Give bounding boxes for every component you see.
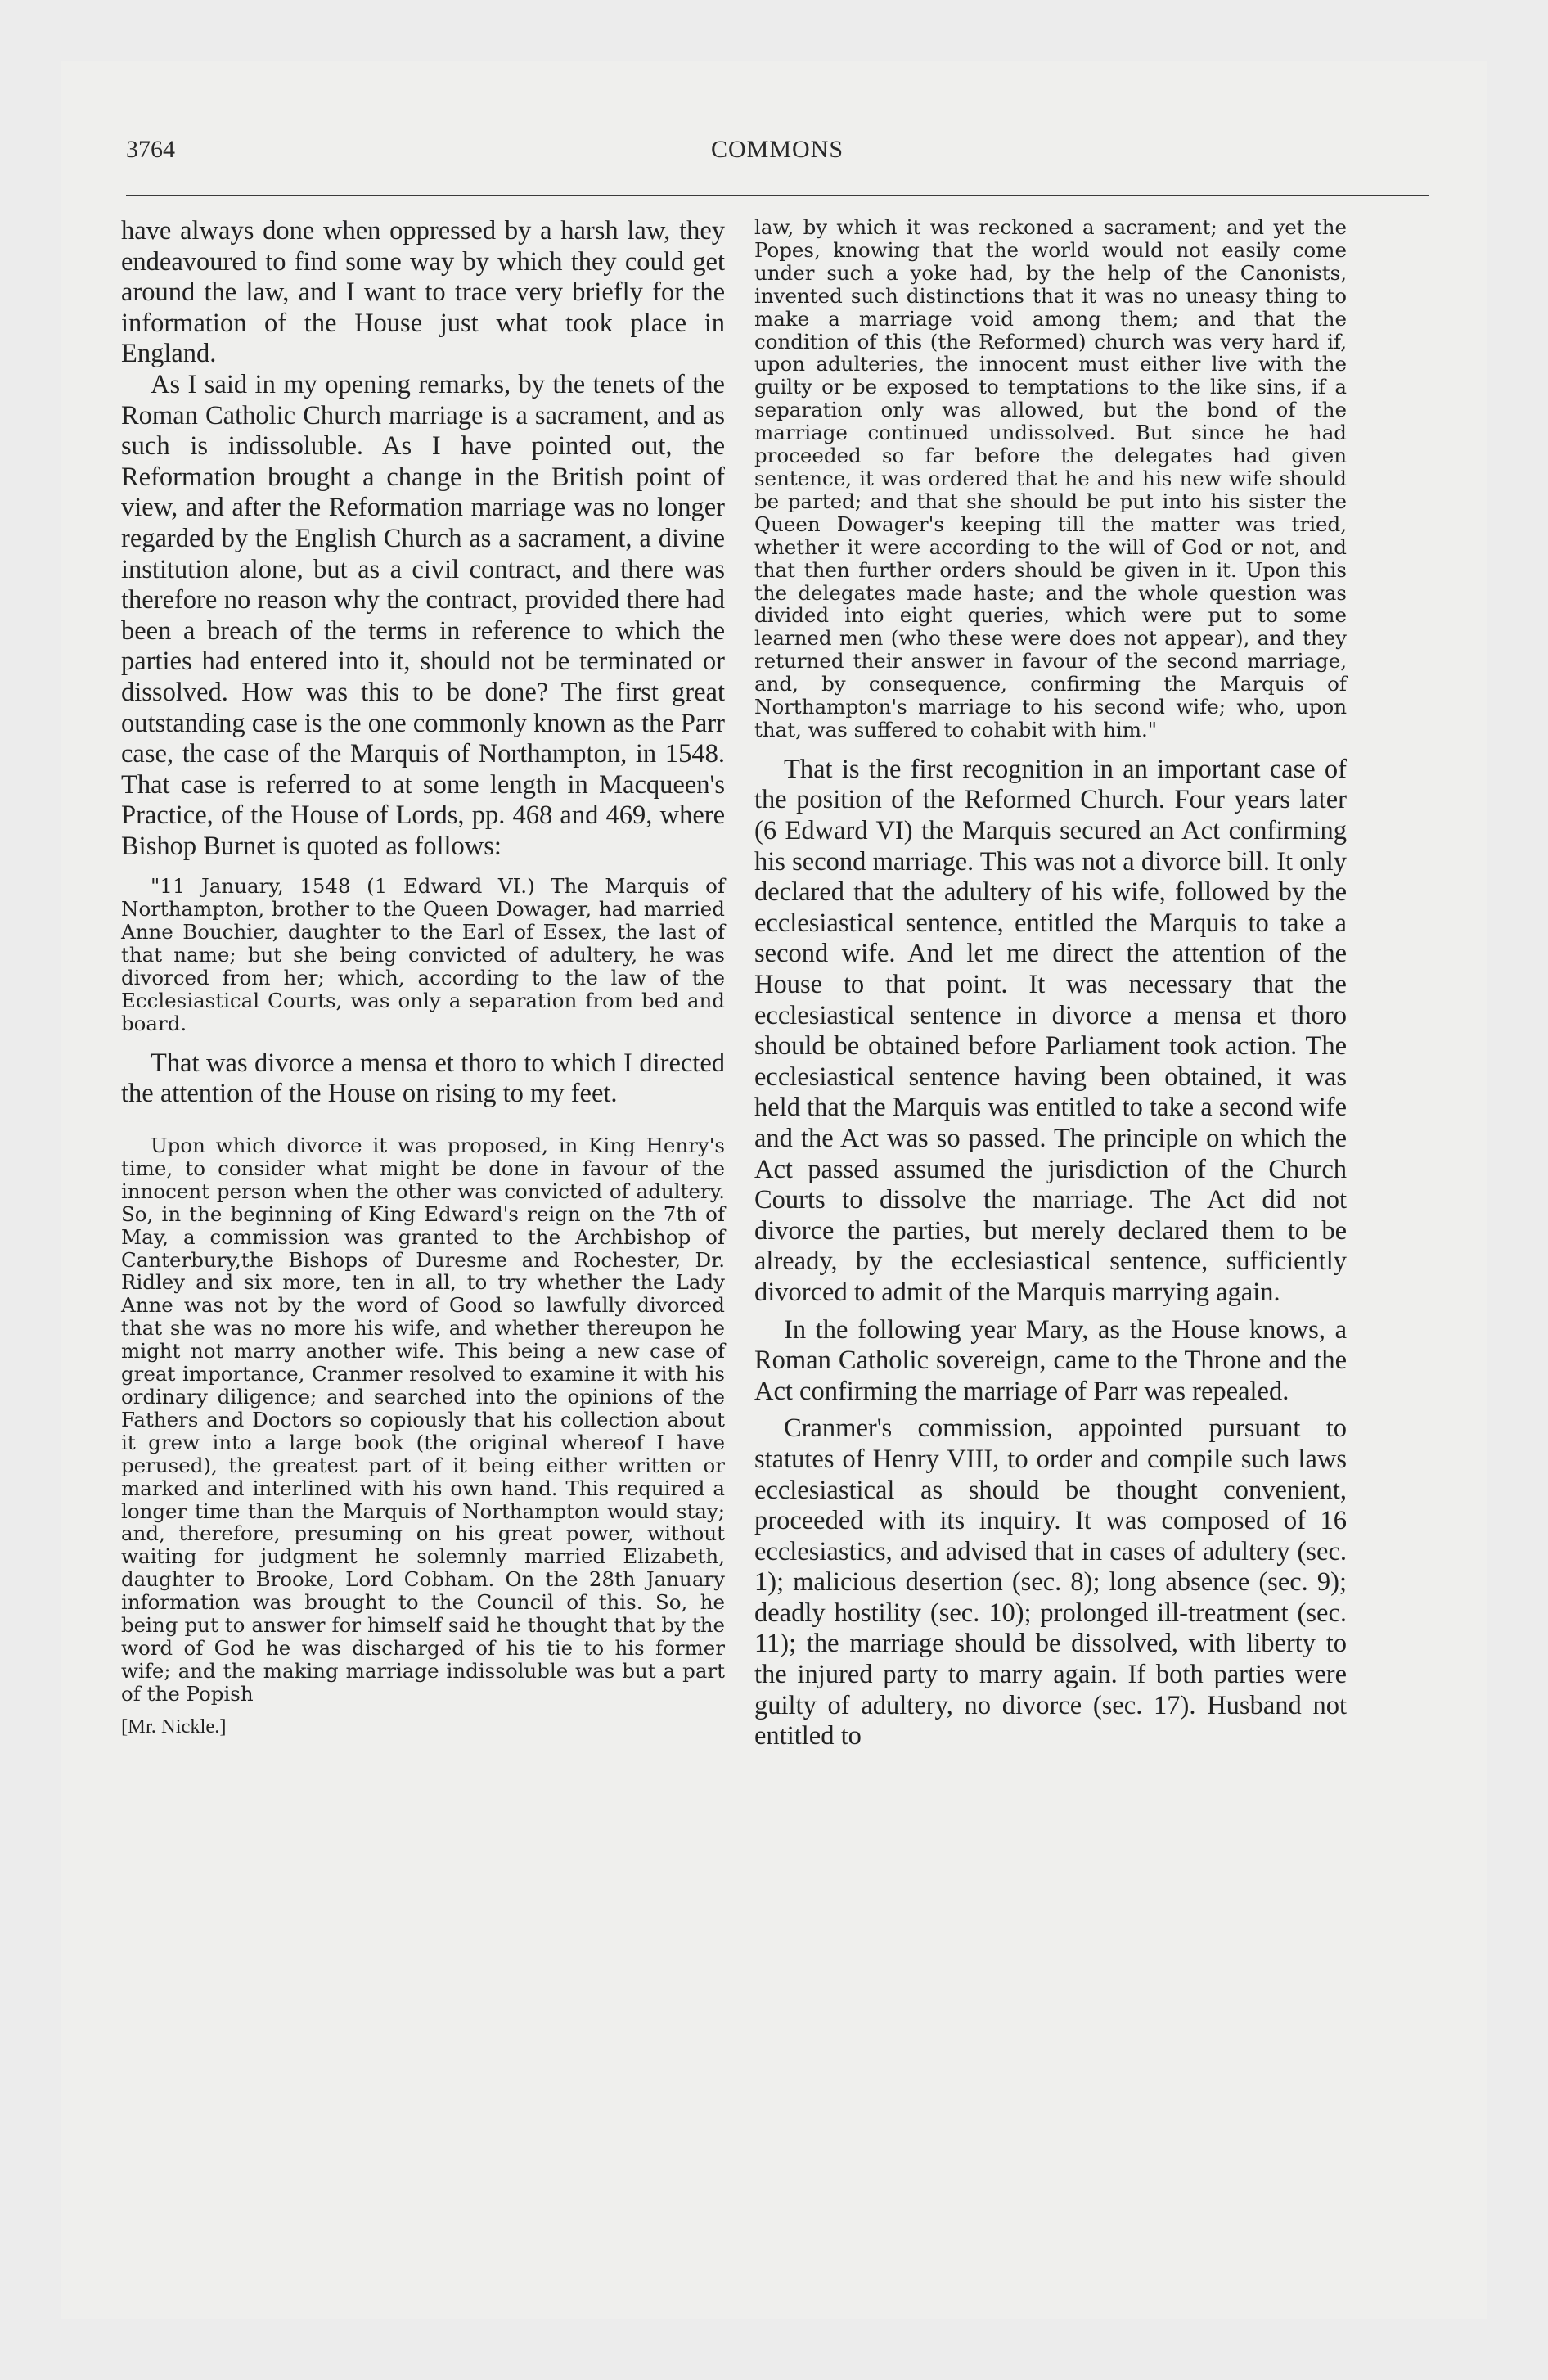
block-quote: Upon which divorce it was proposed, in King Henry's time, to consider what might be done in favour of the innocent person when the other was convicted of adultery. So, in the beginning of King Edward's reign on the 7th of May, a commission was granted to the Archbishop of Canterbury,the Bishops of Duresme and Rochester, Dr. Ridley and six more, ten in all, to try whether the Lady Anne was not by the word of Good so lawfully divorced that she was no more his wife, and whether thereupon he might not marry another wife. This being a new case of great importance, Cranmer resolved to examine it with his ordinary diligence; and searched into the opinions of the Fathers and Doctors so copiously that his collection about it grew into a large book (the original whereof I have perused), the greatest part of it being either written or marked and interlined with his own hand. This required a longer time than the Marquis of Northampton would stay; and, therefore, presuming on his great power, without waiting for judgment he solemnly married Elizabeth, daughter to Brooke, Lord Cobham. On the 28th January information was brought to the Council of this. So, he being put to answer for himself said he thought that by the word of God he was discharged of his tie to his former wife; and the making marriage indissoluble was but a part of the Popish — [121, 1134, 725, 1706]
paragraph: That is the first recognition in an important case of the position of the Reformed Church. Four years later (6 Edward VI) the Marquis secured an Act confirming his second marriage. This was not a divorce bill. It only declared that the adultery of his wife, followed by the ecclesiastical sentence, entitled the Marquis to take a second wife. And let me direct the attention of the House to that point. It was necessary that the ecclesiastical sentence in divorce a mensa et thoro should be obtained before Parliament took action. The ecclesiastical sentence having been obtained, it was held that the Marquis was entitled to take a second wife and the Act was so passed. The principle on which the Act passed assumed the jurisdiction of the Church Courts to dissolve the marriage. The Act did not divorce the parties, but merely declared them to be already, by the ecclesiastical sentence, sufficiently divorced to admit of the Marquis marrying again. — [754, 754, 1347, 1307]
right-column — [754, 216, 1347, 1752]
paragraph: Cranmer's commission, appointed pursuant to statutes of Henry VIII, to order and compile such laws ecclesiastical as should be thought convenient, proceeded with its inquiry. It was composed of 16 ecclesiastics, and advised that in cases of adultery (sec. 1); malicious desertion (sec. 8); long absence (sec. 9); deadly hostility (sec. 10); prolonged ill-treatment (sec. 11); the marriage should be dissolved, with liberty to the injured party to marry again. If both parties were guilty of adultery, no divorce (sec. 17). Husband not entitled to — [754, 1413, 1347, 1751]
block-quote: law, by which it was reckoned a sacrament; and yet the Popes, knowing that the world would not easily come under such a yoke had, by the help of the Canonists, invented such distinctions that it was no uneasy thing to make a marriage void among them; and that the condition of this (the Reformed) church was very hard if, upon adulteries, the innocent must either live with the guilty or be exposed to temptations to the like sins, if a separation only was allowed, but the bond of the marriage continued undissolved. But since he had proceeded so far before the delegates had given sentence, it was ordered that he and his new wife should be parted; and that she should be put into his sister the Queen Dowager's keeping till the matter was tried, whether it were according to the will of God or not, and that then further orders should be given in it. Upon this the delegates made haste; and the whole question was divided into eight queries, which were put to some learned men (who these were does not appear), and they returned their answer in favour of the second marriage, and, by consequence, confirming the Marquis of Northampton's marriage to his second wife; who, upon that, was suffered to cohabit with him." — [754, 215, 1347, 741]
paragraph: In the following year Mary, as the House knows, a Roman Catholic sovereign, came to the Throne and the Act confirming the marriage of Parr was repealed. — [754, 1314, 1347, 1406]
paragraph: have always done when oppressed by a harsh law, they endeavoured to find some way by which they could get around the law, and I want to trace very briefly for the information of the House just what took place in England. — [121, 216, 725, 369]
speaker-attribution: [Mr. Nickle.] — [121, 1715, 227, 1738]
left-column — [121, 216, 725, 1738]
header-rule — [126, 195, 1429, 196]
running-head: COMMONS — [710, 136, 844, 163]
paragraph: That was divorce a mensa et thoro to which I directed the attention of the House on rising to my feet. — [121, 1048, 725, 1109]
paragraph: As I said in my opening remarks, by the tenets of the Roman Catholic Church marriage is a sacrament, and as such is indissoluble. As I have pointed out, the Reformation brought a change in the British point of view, and after the Reformation marriage was no longer regarded by the English Church as a sacrament, a divine institution alone, but as a civil contract, and there was therefore no reason why the contract, provided there had been a breach of the terms in reference to which the parties had entered into it, should not be terminated or dissolved. How was this to be done? The first great outstanding case is the one commonly known as the Parr case, the case of the Marquis of Northampton, in 1548. That case is referred to at some length in Macqueen's Practice, of the House of Lords, pp. 468 and 469, where Bishop Burnet is quoted as follows: — [121, 369, 725, 861]
page-header — [126, 136, 1429, 169]
page — [61, 61, 1487, 2319]
block-quote: "11 January, 1548 (1 Edward VI.) The Marquis of Northampton, brother to the Queen Dowager, had married Anne Bouchier, daughter to the Earl of Essex, the last of that name; but she being convicted of adultery, he was divorced from her; which, according to the law of the Ecclesiastical Courts, was only a separation from bed and board. — [121, 874, 725, 1035]
page-number: 3764 — [126, 136, 175, 163]
